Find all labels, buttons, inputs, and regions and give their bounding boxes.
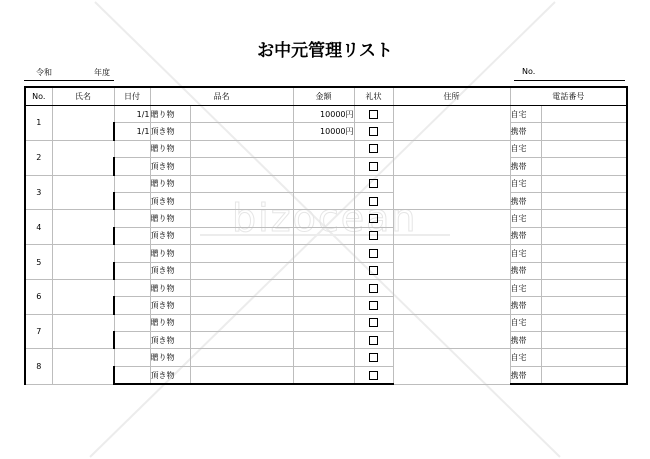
checkbox[interactable] (369, 249, 378, 258)
mobile-phone-label: 携帯 (510, 227, 541, 244)
sent-gift-label: 贈り物 (150, 245, 190, 262)
received-item-cell[interactable] (190, 123, 293, 140)
table-row (25, 297, 627, 314)
thank-you-checkbox-cell[interactable] (354, 192, 393, 209)
address-cell[interactable] (393, 314, 510, 349)
header-address: 住所 (393, 87, 510, 106)
table-row (25, 332, 627, 349)
home-phone-cell[interactable] (541, 175, 627, 192)
sent-date-cell[interactable] (114, 175, 150, 192)
received-item-cell[interactable] (190, 332, 293, 349)
home-phone-label: 自宅 (510, 245, 541, 262)
sent-item-cell[interactable] (190, 314, 293, 331)
table-row (25, 227, 627, 244)
table-header-row (25, 87, 627, 106)
address-cell[interactable] (393, 245, 510, 280)
checkbox[interactable] (369, 284, 378, 293)
header-no: No. (25, 87, 52, 106)
mobile-phone-cell[interactable] (541, 158, 627, 175)
checkbox[interactable] (369, 162, 378, 171)
header-item: 品名 (150, 87, 293, 106)
sent-date-cell[interactable] (114, 314, 150, 331)
table-row (25, 245, 627, 262)
address-cell[interactable] (393, 279, 510, 314)
thank-you-checkbox-cell[interactable] (354, 123, 393, 140)
mobile-phone-label: 携帯 (510, 192, 541, 209)
entry-number: 3 (25, 175, 52, 210)
sent-gift-label: 贈り物 (150, 106, 190, 123)
sent-item-cell[interactable] (190, 349, 293, 366)
sent-amount-cell[interactable] (293, 279, 354, 296)
sent-amount-cell[interactable] (293, 210, 354, 227)
sent-item-cell[interactable] (190, 140, 293, 157)
mobile-phone-label: 携帯 (510, 366, 541, 384)
received-gift-label: 頂き物 (150, 297, 190, 314)
address-cell[interactable] (393, 106, 510, 141)
home-phone-label: 自宅 (510, 210, 541, 227)
table-row (25, 140, 627, 157)
thank-you-checkbox-cell[interactable] (354, 366, 393, 384)
received-gift-label: 頂き物 (150, 123, 190, 140)
sent-item-cell[interactable] (190, 245, 293, 262)
received-date-cell[interactable]: 1/1 (114, 123, 150, 140)
checkbox[interactable] (369, 231, 378, 240)
checkbox[interactable] (369, 353, 378, 362)
mobile-phone-cell[interactable] (541, 123, 627, 140)
mobile-phone-cell[interactable] (541, 366, 627, 384)
sent-date-cell[interactable] (114, 210, 150, 227)
received-gift-label: 頂き物 (150, 262, 190, 279)
document-number-label: No. (522, 67, 536, 76)
sent-date-cell[interactable] (114, 279, 150, 296)
header-amount: 金額 (293, 87, 354, 106)
entry-number: 2 (25, 140, 52, 175)
address-cell[interactable] (393, 175, 510, 210)
sent-date-cell[interactable] (114, 245, 150, 262)
received-amount-cell[interactable] (293, 297, 354, 314)
checkbox[interactable] (369, 197, 378, 206)
received-gift-label: 頂き物 (150, 158, 190, 175)
sent-gift-label: 贈り物 (150, 175, 190, 192)
name-cell[interactable] (52, 106, 114, 141)
sent-amount-cell[interactable] (293, 349, 354, 366)
checkbox[interactable] (369, 179, 378, 188)
mobile-phone-cell[interactable] (541, 262, 627, 279)
mobile-phone-label: 携帯 (510, 123, 541, 140)
table-row (25, 349, 627, 366)
received-date-cell[interactable] (114, 227, 150, 244)
name-cell[interactable] (52, 210, 114, 245)
received-amount-cell[interactable] (293, 262, 354, 279)
watermark-text: bizocean (232, 196, 418, 240)
sent-gift-label: 贈り物 (150, 140, 190, 157)
received-amount-cell[interactable] (293, 227, 354, 244)
gift-list-table (24, 86, 628, 385)
home-phone-cell[interactable] (541, 245, 627, 262)
mobile-phone-cell[interactable] (541, 297, 627, 314)
entry-number: 7 (25, 314, 52, 349)
thank-you-checkbox-cell[interactable] (354, 140, 393, 157)
sent-gift-label: 贈り物 (150, 279, 190, 296)
thank-you-checkbox-cell[interactable] (354, 314, 393, 331)
thank-you-checkbox-cell[interactable] (354, 106, 393, 123)
received-date-cell[interactable] (114, 158, 150, 175)
era-label: 令和 (36, 68, 52, 77)
home-phone-cell[interactable] (541, 349, 627, 366)
received-gift-label: 頂き物 (150, 366, 190, 384)
received-date-cell[interactable] (114, 297, 150, 314)
received-item-cell[interactable] (190, 227, 293, 244)
name-cell[interactable] (52, 175, 114, 210)
checkbox[interactable] (369, 214, 378, 223)
entry-number: 8 (25, 349, 52, 384)
checkbox[interactable] (369, 127, 378, 136)
sent-gift-label: 贈り物 (150, 349, 190, 366)
home-phone-cell[interactable] (541, 210, 627, 227)
sent-amount-cell[interactable]: 10000円 (293, 106, 354, 123)
name-cell[interactable] (52, 349, 114, 384)
thank-you-checkbox-cell[interactable] (354, 279, 393, 296)
header-thank-you-letter: 礼状 (354, 87, 393, 106)
received-amount-cell[interactable]: 10000円 (293, 123, 354, 140)
home-phone-cell[interactable] (541, 279, 627, 296)
mobile-phone-cell[interactable] (541, 332, 627, 349)
home-phone-label: 自宅 (510, 279, 541, 296)
received-date-cell[interactable] (114, 192, 150, 209)
mobile-phone-label: 携帯 (510, 262, 541, 279)
received-date-cell[interactable] (114, 332, 150, 349)
name-cell[interactable] (52, 245, 114, 280)
home-phone-label: 自宅 (510, 349, 541, 366)
received-item-cell[interactable] (190, 192, 293, 209)
received-amount-cell[interactable] (293, 192, 354, 209)
table-row (25, 262, 627, 279)
table-row (25, 366, 627, 384)
received-item-cell[interactable] (190, 366, 293, 384)
received-amount-cell[interactable] (293, 366, 354, 384)
checkbox[interactable] (369, 336, 378, 345)
address-cell[interactable] (393, 210, 510, 245)
year-label: 年度 (94, 68, 110, 77)
mobile-phone-label: 携帯 (510, 297, 541, 314)
page-title: お中元管理リスト (257, 41, 393, 61)
header-name: 氏名 (52, 87, 114, 106)
table-row (25, 314, 627, 331)
thank-you-checkbox-cell[interactable] (354, 158, 393, 175)
table-row (25, 279, 627, 296)
thank-you-checkbox-cell[interactable] (354, 349, 393, 366)
thank-you-checkbox-cell[interactable] (354, 210, 393, 227)
thank-you-checkbox-cell[interactable] (354, 245, 393, 262)
home-phone-label: 自宅 (510, 106, 541, 123)
sent-gift-label: 贈り物 (150, 210, 190, 227)
mobile-phone-cell[interactable] (541, 192, 627, 209)
header-date: 日付 (114, 87, 150, 106)
checkbox[interactable] (369, 266, 378, 275)
home-phone-label: 自宅 (510, 175, 541, 192)
sent-amount-cell[interactable] (293, 245, 354, 262)
entry-number: 1 (25, 106, 52, 141)
sent-item-cell[interactable] (190, 210, 293, 227)
sent-date-cell[interactable] (114, 349, 150, 366)
era-field[interactable] (24, 66, 114, 81)
home-phone-cell[interactable] (541, 106, 627, 123)
table-row (25, 123, 627, 140)
received-gift-label: 頂き物 (150, 227, 190, 244)
name-cell[interactable] (52, 314, 114, 349)
sent-gift-label: 贈り物 (150, 314, 190, 331)
thank-you-checkbox-cell[interactable] (354, 262, 393, 279)
received-gift-label: 頂き物 (150, 332, 190, 349)
address-cell[interactable] (393, 140, 510, 175)
received-item-cell[interactable] (190, 262, 293, 279)
thank-you-checkbox-cell[interactable] (354, 175, 393, 192)
sent-date-cell[interactable]: 1/1 (114, 106, 150, 123)
entry-number: 4 (25, 210, 52, 245)
address-cell[interactable] (393, 349, 510, 384)
received-item-cell[interactable] (190, 297, 293, 314)
received-amount-cell[interactable] (293, 332, 354, 349)
table-row (25, 106, 627, 123)
checkbox[interactable] (369, 371, 378, 380)
name-cell[interactable] (52, 279, 114, 314)
header-phone: 電話番号 (510, 87, 627, 106)
entry-number: 6 (25, 279, 52, 314)
name-cell[interactable] (52, 140, 114, 175)
received-amount-cell[interactable] (293, 158, 354, 175)
thank-you-checkbox-cell[interactable] (354, 297, 393, 314)
document-number-field[interactable] (514, 66, 625, 81)
home-phone-cell[interactable] (541, 140, 627, 157)
received-item-cell[interactable] (190, 158, 293, 175)
table-row (25, 192, 627, 209)
sent-item-cell[interactable] (190, 106, 293, 123)
home-phone-label: 自宅 (510, 314, 541, 331)
thank-you-checkbox-cell[interactable] (354, 332, 393, 349)
sent-amount-cell[interactable] (293, 175, 354, 192)
table-row (25, 175, 627, 192)
table-row (25, 210, 627, 227)
entry-number: 5 (25, 245, 52, 280)
checkbox[interactable] (369, 301, 378, 310)
sent-date-cell[interactable] (114, 140, 150, 157)
received-date-cell[interactable] (114, 366, 150, 384)
checkbox[interactable] (369, 110, 378, 119)
checkbox[interactable] (369, 144, 378, 153)
home-phone-cell[interactable] (541, 314, 627, 331)
mobile-phone-cell[interactable] (541, 227, 627, 244)
home-phone-label: 自宅 (510, 140, 541, 157)
thank-you-checkbox-cell[interactable] (354, 227, 393, 244)
mobile-phone-label: 携帯 (510, 158, 541, 175)
received-gift-label: 頂き物 (150, 192, 190, 209)
sent-amount-cell[interactable] (293, 140, 354, 157)
sent-item-cell[interactable] (190, 279, 293, 296)
sent-item-cell[interactable] (190, 175, 293, 192)
table-row (25, 158, 627, 175)
checkbox[interactable] (369, 318, 378, 327)
sent-amount-cell[interactable] (293, 314, 354, 331)
received-date-cell[interactable] (114, 262, 150, 279)
mobile-phone-label: 携帯 (510, 332, 541, 349)
